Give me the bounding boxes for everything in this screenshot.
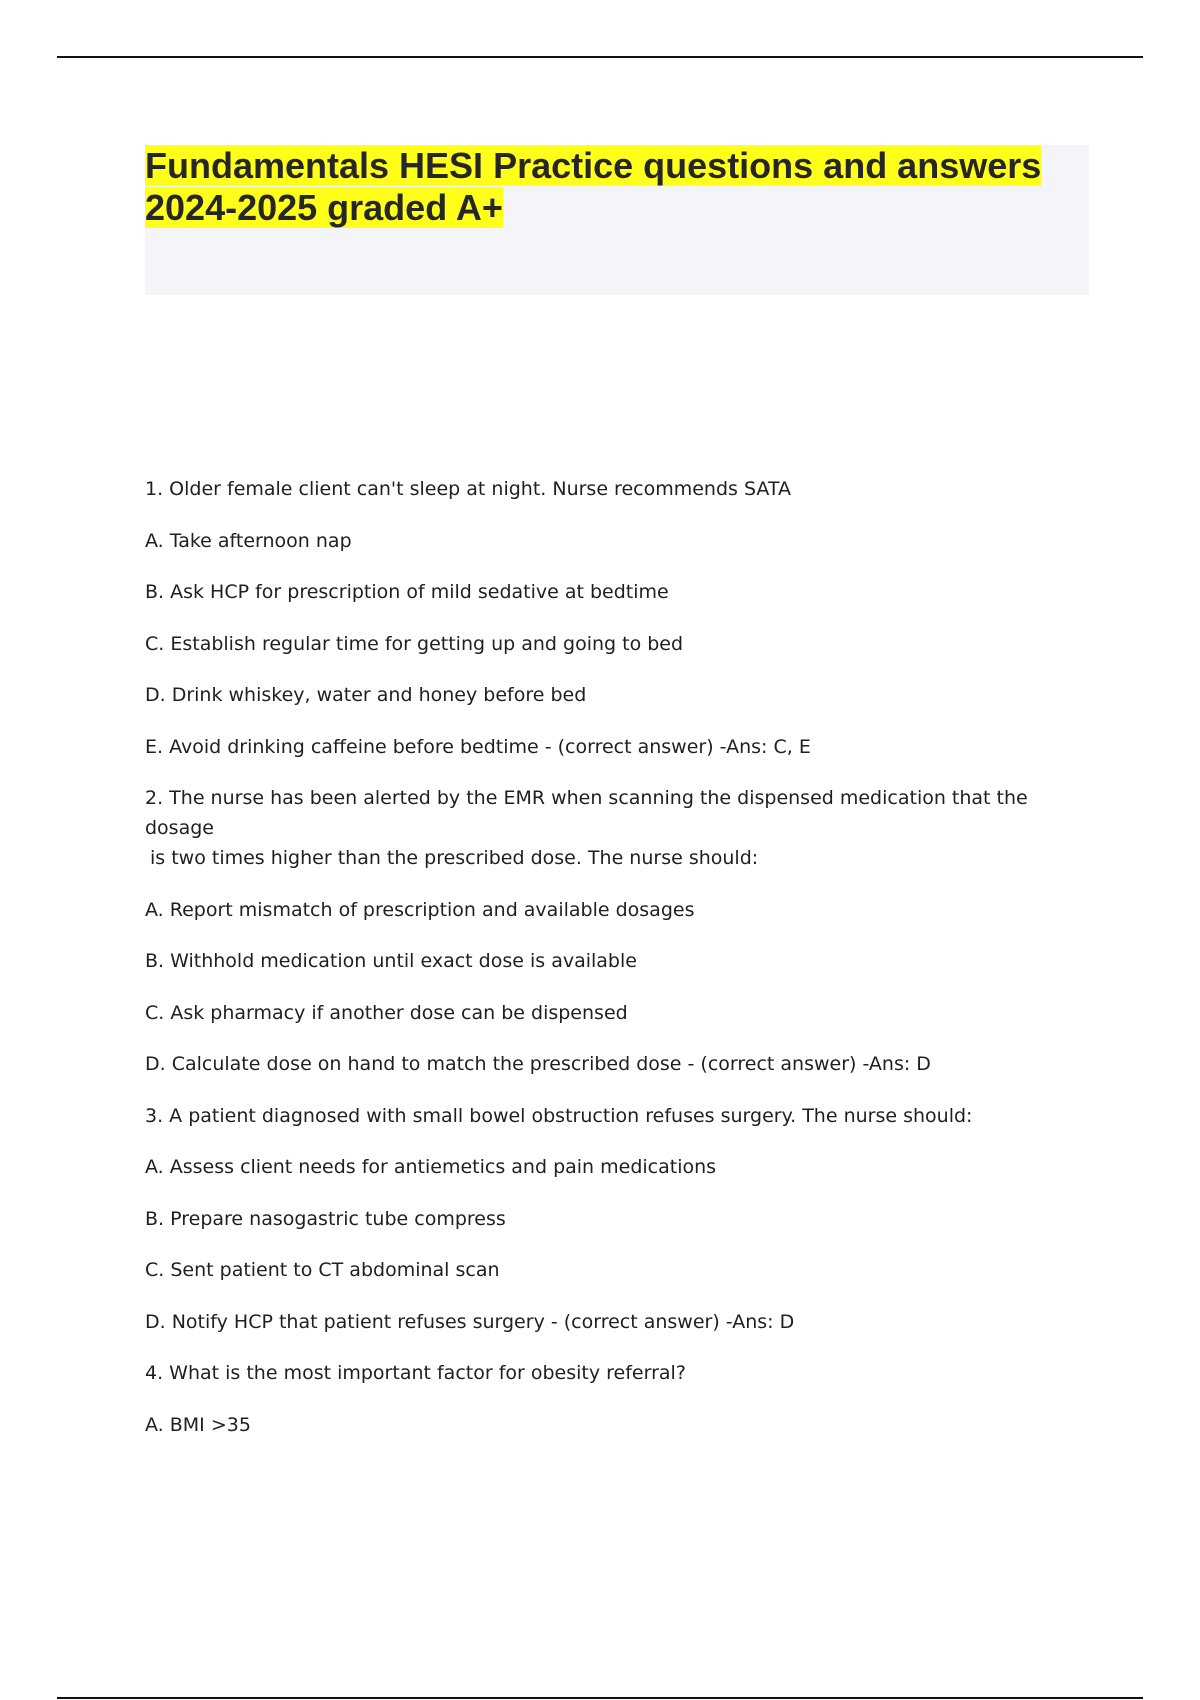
title-line-2: 2024-2025 graded A+ — [145, 187, 503, 228]
option-1a: A. Take afternoon nap — [145, 529, 352, 552]
top-rule — [57, 56, 1143, 58]
question-1: 1. Older female client can't sleep at night. Nurse recommends SATA — [145, 478, 792, 500]
question-4: 4. What is the most important factor for obesity referral? — [145, 1362, 686, 1384]
option-1b: B. Ask HCP for prescription of mild sedative at bedtime — [145, 581, 669, 603]
option-3c: C. Sent patient to CT abdominal scan — [145, 1259, 500, 1281]
bottom-rule — [57, 1697, 1143, 1699]
option-2c: C. Ask pharmacy if another dose can be dispensed — [145, 1001, 628, 1024]
option-1c: C. Establish regular time for getting up and going to bed — [145, 632, 684, 655]
option-2a: A. Report mismatch of prescription and available dosages — [145, 898, 695, 921]
title-line-1: Fundamentals HESI Practice questions and answers — [145, 145, 1042, 186]
option-3a: A. Assess client needs for antiemetics and pain medications — [145, 1156, 717, 1178]
question-3: 3. A patient diagnosed with small bowel obstruction refuses surgery. The nurse should: — [145, 1104, 973, 1127]
option-1d: D. Drink whiskey, water and honey before bed — [145, 684, 587, 706]
option-2d-answer: D. Calculate dose on hand to match the prescribed dose - (correct answer) -Ans: D — [145, 1053, 931, 1075]
document-title — [145, 145, 1089, 229]
option-3d-answer: D. Notify HCP that patient refuses surgery - (correct answer) -Ans: D — [145, 1310, 795, 1333]
question-2 — [145, 783, 1095, 873]
document-body — [145, 474, 1095, 1461]
option-3b: B. Prepare nasogastric tube compress — [145, 1207, 506, 1230]
option-1e-answer: E. Avoid drinking caffeine before bedtime - (correct answer) -Ans: C, E — [145, 735, 811, 758]
question-2-line-1: 2. The nurse has been alerted by the EMR when scanning the dispensed medication that the dosage — [145, 787, 1028, 839]
title-block — [145, 145, 1089, 295]
option-2b: B. Withhold medication until exact dose is available — [145, 950, 637, 972]
option-4a: A. BMI >35 — [145, 1413, 251, 1436]
question-2-line-2: is two times higher than the prescribed dose. The nurse should: — [150, 847, 759, 869]
